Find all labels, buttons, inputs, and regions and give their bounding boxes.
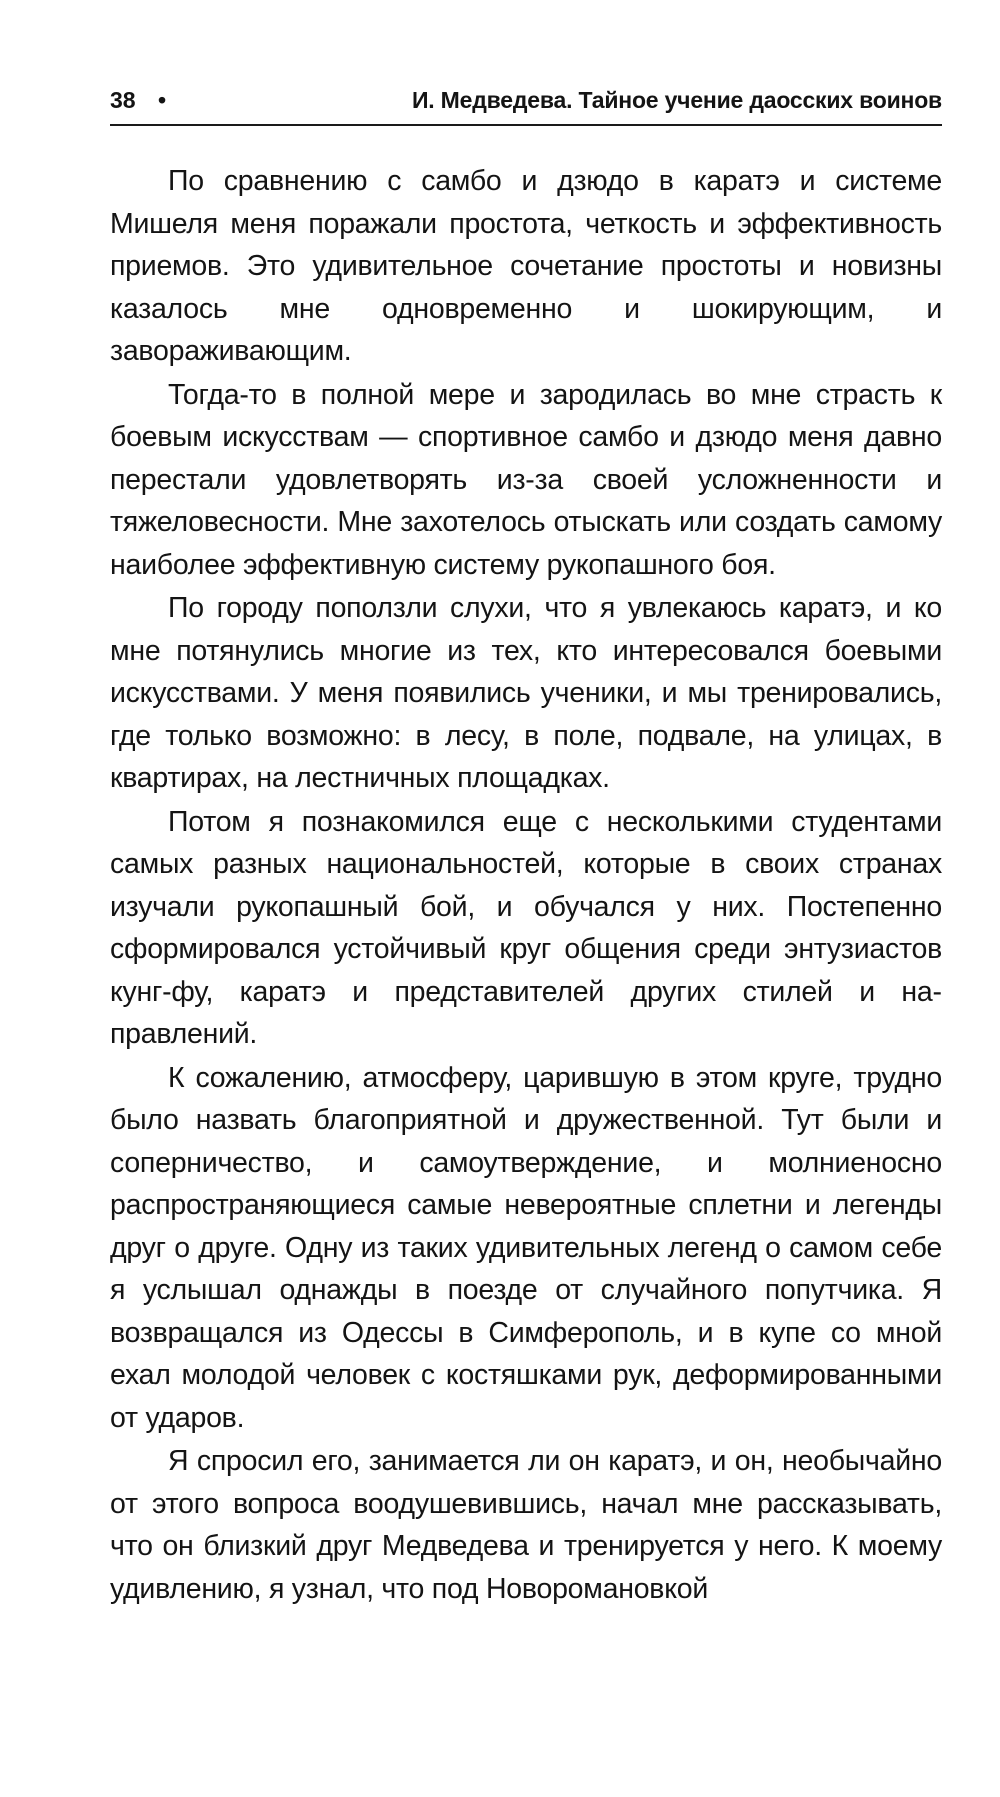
paragraph-3: По городу поползли слухи, что я увлекаюсь каратэ, и ко мне потянулись многие из тех, кто интересовался боевыми искусствами. У меня появились ученики, и мы тренировались, где только возможно: в лесу, в поле, подвале, на улицах, в квартирах, на лестничных площадках.: [110, 592, 942, 794]
paragraph-4: Потом я познакомился еще с несколькими студентами самых разных национальностей, которые в своих странах изучали рукопашный бой, и обучался у них. Постепенно сформировался устойчивый круг общения среди энтузиастов кунг-фу, каратэ и представителей других стилей и направлений.: [110, 805, 942, 1050]
paragraph-2: Тогда-то в полной мере и зародилась во мне страсть к боевым искусствам — спортивное самбо и дзюдо меня давно перестали удовлетворять из-за своей усложненности и тяжеловесности. Мне захотелось отыскать или создать самому наиболее эффективную систему рукопашного боя.: [110, 378, 942, 581]
paragraph-1: По сравнению с самбо и дзюдо в каратэ и системе Мишеля меня поражали простота, четкость и эффективность приемов. Это удивительное сочетание простоты и новизны казалось мне одновременно и шокирующим, и завораживающим.: [110, 165, 942, 367]
page-number: 38: [110, 87, 136, 113]
running-title: И. Медведева. Тайное учение даосских воинов: [411, 87, 942, 113]
header-rule: [110, 124, 942, 126]
body-text: [110, 160, 942, 1610]
paragraph-6: Я спросил его, занимается ли он каратэ, и он, необычайно от этого вопроса воодушевившись, начал мне рассказывать, что он близкий друг Медведева и тренируется у него. К моему удивлению, я узнал, что под Новоромановкой: [110, 1445, 942, 1605]
running-head: [110, 82, 942, 118]
header-bullet: •: [158, 87, 167, 113]
paragraph-5: К сожалению, атмосферу, царившую в этом круге, трудно было назвать благоприятной и дружественной. Тут были и соперничество, и самоутверждение, и молниеносно распространяющиеся самые невероятные сплетни и легенды друг о друге. Одну из таких удивительных легенд о самом себе я услышал однажды в поезде от случайного попутчика. Я возвращался из Одессы в Симферополь, и в купе со мной ехал молодой человек с костяшками рук, деформированными от ударов.: [110, 1061, 942, 1434]
